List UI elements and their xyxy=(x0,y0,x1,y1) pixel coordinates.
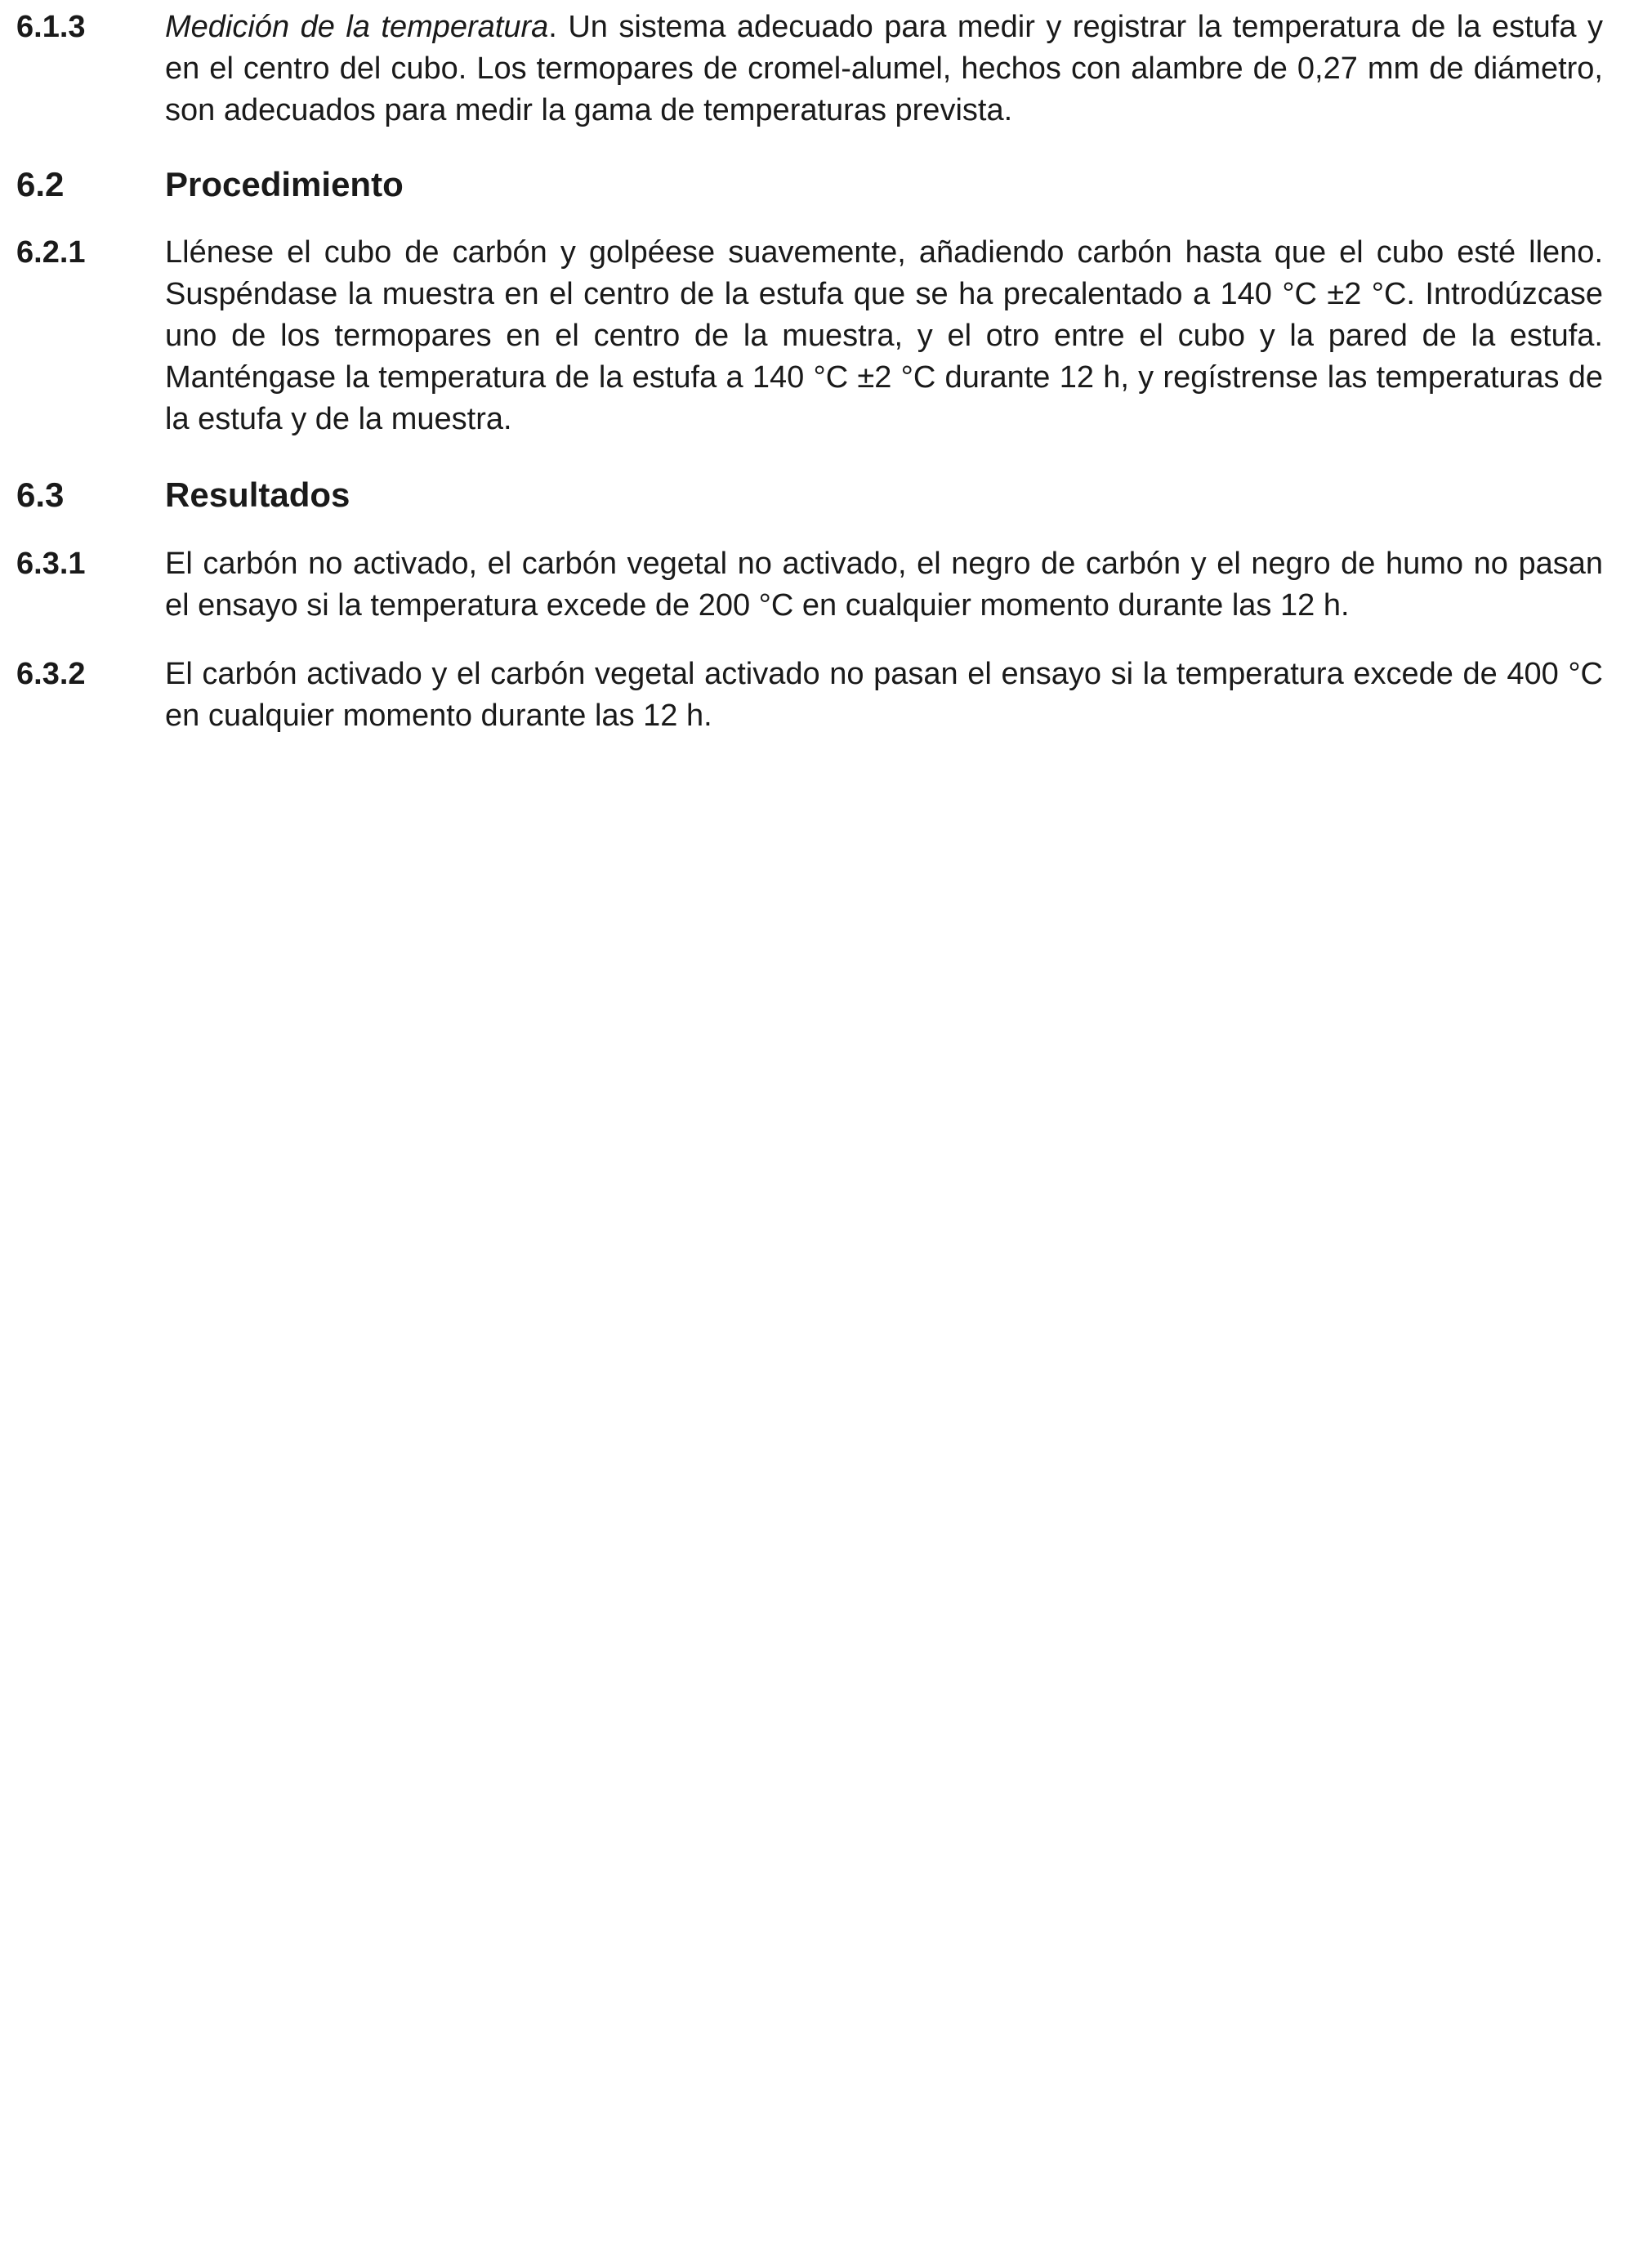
heading-title: Procedimiento xyxy=(165,165,404,203)
paragraph-6-2-1 xyxy=(16,232,1603,440)
paragraph-text: . Un sistema adecuado para medir y registrar la temperatura de la estufa y en el centro del cubo. Los termopares de cromel-alumel, hechos con alambre de 0,27 mm de diámetro, son adecuados para medir la gama de temperaturas prevista. xyxy=(165,10,1603,127)
paragraph-number: 6.2.1 xyxy=(16,235,86,270)
paragraph-number: 6.3.1 xyxy=(16,547,86,581)
paragraph-6-1-3 xyxy=(16,7,1603,132)
heading-6-2 xyxy=(16,163,1603,205)
paragraph-text: El carbón activado y el carbón vegetal activado no pasan el ensayo si la temperatura excede de 400 °C en cualquier momento durante las 12 h. xyxy=(165,657,1603,733)
paragraph-body xyxy=(165,7,1603,132)
paragraph-number: 6.1.3 xyxy=(16,10,86,44)
italic-lead: Medición de la temperatura xyxy=(165,10,549,44)
paragraph-6-3-1 xyxy=(16,543,1603,627)
heading-number: 6.3 xyxy=(16,475,65,514)
heading-title: Resultados xyxy=(165,475,350,514)
paragraph-6-3-2 xyxy=(16,654,1603,737)
paragraph-text: El carbón no activado, el carbón vegetal no activado, el negro de carbón y el negro de humo no pasan el ensayo si la temperatura excede de 200 °C en cualquier momento durante las 12 h. xyxy=(165,547,1603,623)
paragraph-text: Llénese el cubo de carbón y golpéese suavemente, añadiendo carbón hasta que el cubo esté lleno. Suspéndase la muestra en el centro de la estufa que se ha precalentado a 140 °C ±2 °C. Introdúzcase uno de los termopares en el centro de la muestra, y el otro entre el cubo y la pared de la estufa. Manténgase la temperatura de la estufa a 140 °C ±2 °C durante 12 h, y regístrense las temperaturas de la estufa y de la muestra. xyxy=(165,235,1603,436)
paragraph-number: 6.3.2 xyxy=(16,657,86,691)
heading-6-3 xyxy=(16,474,1603,516)
heading-number: 6.2 xyxy=(16,165,65,203)
